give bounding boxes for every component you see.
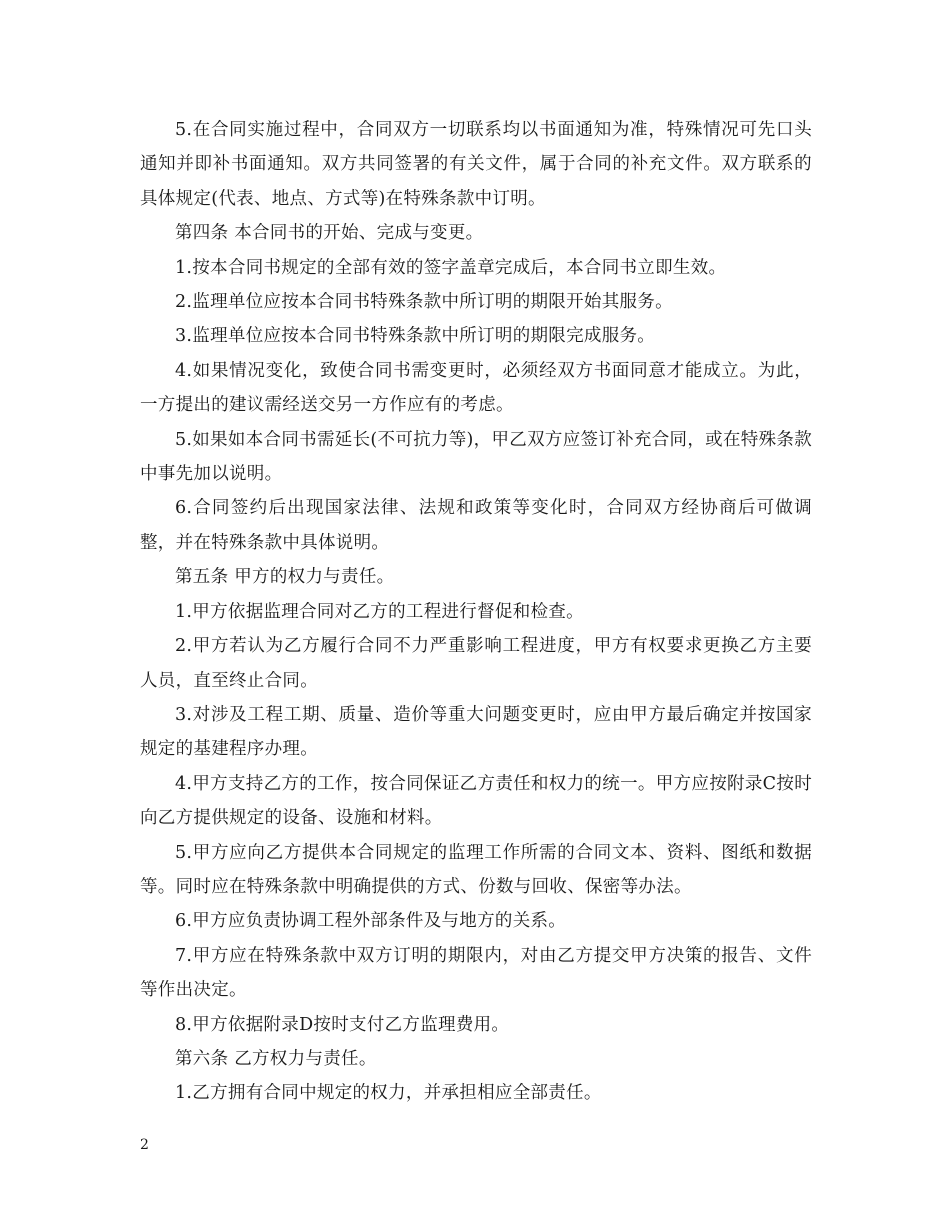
paragraph-clause-4-3: 3.监理单位应按本合同书特殊条款中所订明的期限完成服务。 xyxy=(175,326,656,347)
paragraph-clause-5-4: 4.甲方支持乙方的工作，按合同保证乙方责任和权力的统一。甲方应按附录C按时向乙方提供规定的设备、设施和材料。 xyxy=(140,773,812,829)
page-number: 2 xyxy=(140,1137,149,1153)
paragraph-clause-4-4: 4.如果情况变化，致使合同书需变更时，必须经双方书面同意才能成立。为此，一方提出的建议需经送交另一方作应有的考虑。 xyxy=(140,360,812,416)
paragraph-clause-6-1: 1.乙方拥有合同中规定的权力，并承担相应全部责任。 xyxy=(175,1083,602,1104)
paragraph-clause-5-2: 2.甲方若认为乙方履行合同不力严重影响工程进度，甲方有权要求更换乙方主要人员，直至终止合同。 xyxy=(140,636,812,691)
paragraph-clause-5-1: 1.甲方依据监理合同对乙方的工程进行督促和检查。 xyxy=(175,601,584,622)
paragraph-clause-5-3: 3.对涉及工程工期、质量、造价等重大问题变更时，应由甲方最后确定并按国家规定的基建程序办理。 xyxy=(140,704,812,760)
paragraph-clause-5-7: 7.甲方应在特殊条款中双方订明的期限内，对由乙方提交甲方决策的报告、文件等作出决定。 xyxy=(140,945,812,1001)
paragraph-clause-3-5: 5.在合同实施过程中，合同双方一切联系均以书面通知为准，特殊情况可先口头通知并即补书面通知。双方共同签署的有关文件，属于合同的补充文件。双方联系的具体规定(代表、地点、方式等)在特殊条款中订明。 xyxy=(140,120,812,209)
paragraph-clause-5-8: 8.甲方依据附录D按时支付乙方监理费用。 xyxy=(175,1014,510,1035)
paragraph-clause-4-1: 1.按本合同书规定的全部有效的签字盖章完成后，本合同书立即生效。 xyxy=(175,257,727,278)
document-body xyxy=(140,113,812,1111)
paragraph-clause-5-5: 5.甲方应向乙方提供本合同规定的监理工作所需的合同文本、资料、图纸和数据等。同时应在特殊条款中明确提供的方式、份数与回收、保密等办法。 xyxy=(140,842,812,897)
paragraph-clause-4-5: 5.如果如本合同书需延长(不可抗力等)，甲乙双方应签订补充合同，或在特殊条款中事先加以说明。 xyxy=(140,429,812,485)
paragraph-clause-5-6: 6.甲方应负责协调工程外部条件及与地方的关系。 xyxy=(175,911,567,932)
article-6-heading: 第六条 乙方权力与责任。 xyxy=(175,1048,377,1069)
article-5-heading: 第五条 甲方的权力与责任。 xyxy=(175,567,395,588)
paragraph-clause-4-2: 2.监理单位应按本合同书特殊条款中所订明的期限开始其服务。 xyxy=(175,292,673,313)
paragraph-clause-4-6: 6.合同签约后出现国家法律、法规和政策等变化时，合同双方经协商后可做调整，并在特殊条款中具体说明。 xyxy=(140,498,812,553)
article-4-heading: 第四条 本合同书的开始、完成与变更。 xyxy=(175,223,484,244)
